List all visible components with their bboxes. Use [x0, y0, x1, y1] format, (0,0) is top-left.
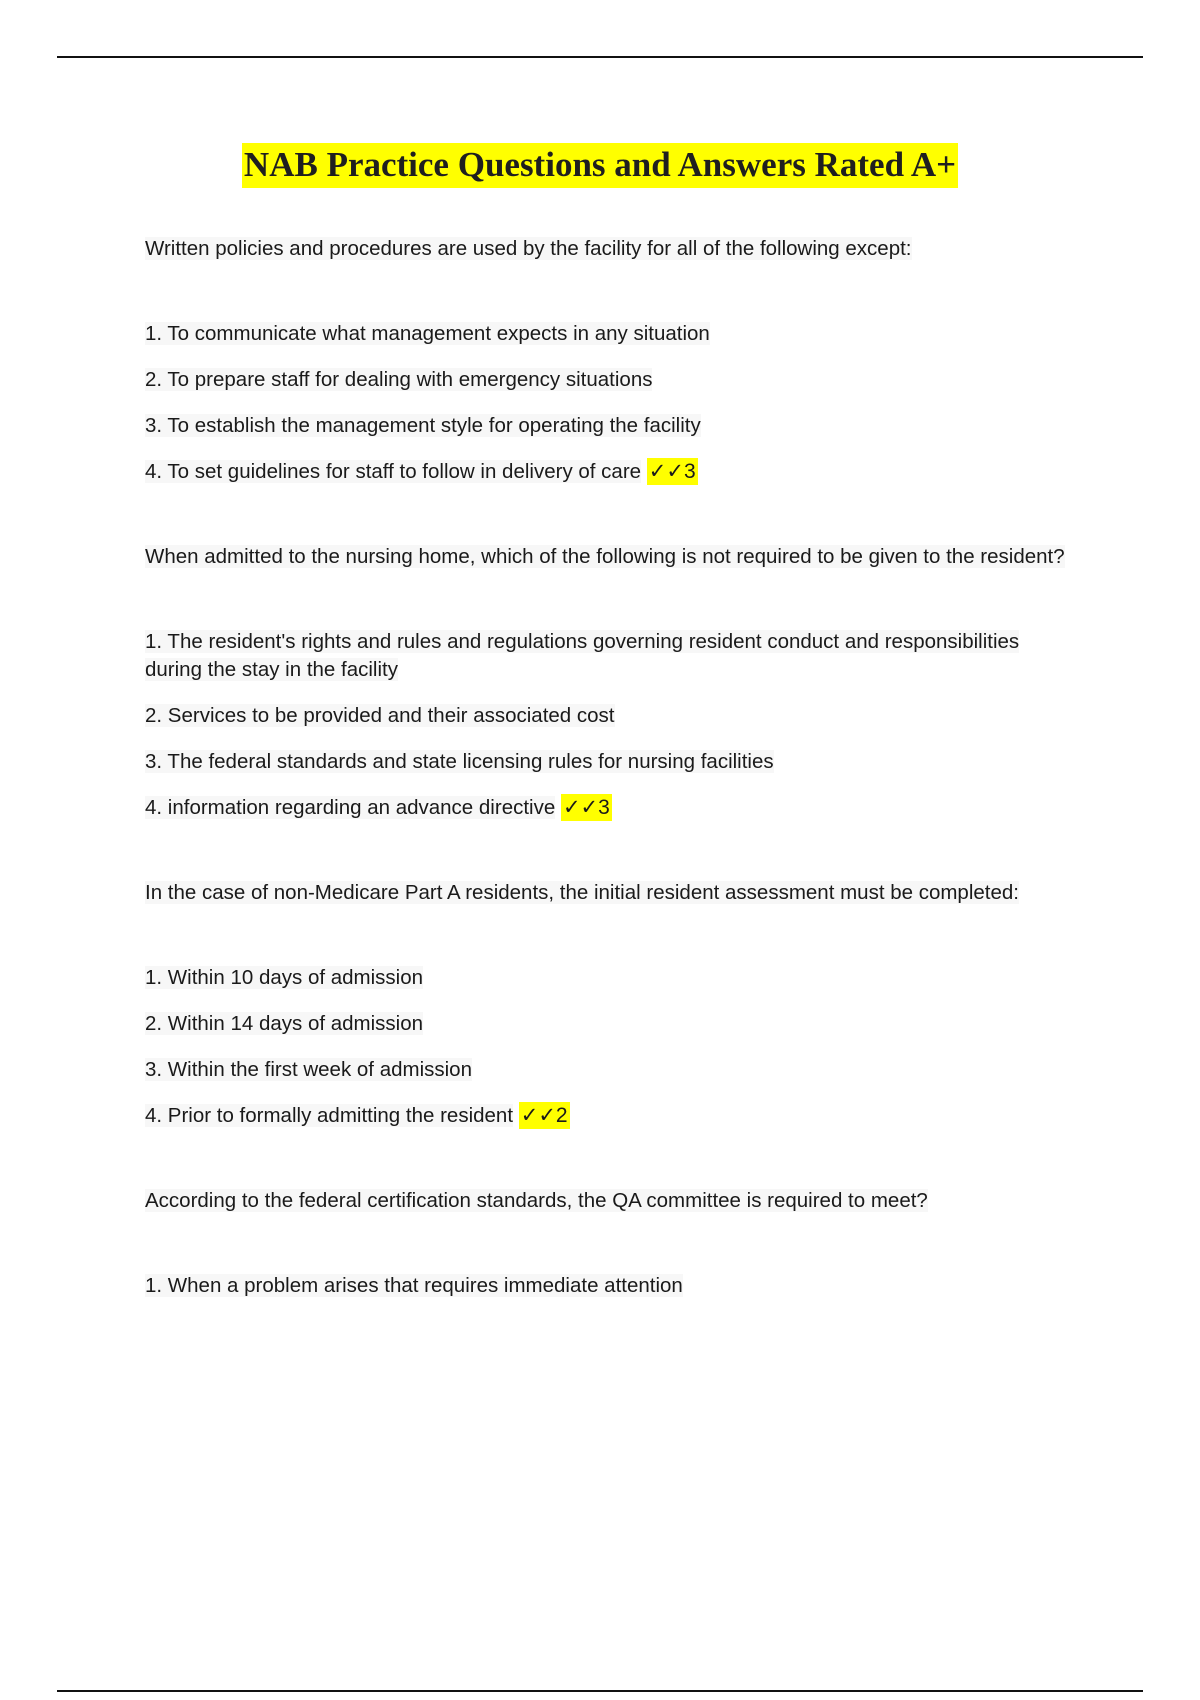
option-text: 2. Within 14 days of admission	[145, 1012, 424, 1035]
option-item	[145, 964, 1075, 992]
question-text-wrap	[145, 878, 1075, 908]
option-text: 1. The resident's rights and rules and regulations governing resident conduct and responsibilities during the stay in the facility	[145, 630, 1020, 681]
question-text: When admitted to the nursing home, which of the following is not required to be given to the resident?	[145, 545, 1065, 568]
answer-highlight: ✓✓3	[562, 796, 610, 819]
title-container	[0, 145, 1200, 185]
document-body	[145, 234, 1075, 1318]
question-text: According to the federal certification standards, the QA committee is required to meet?	[145, 1189, 928, 1212]
option-item	[145, 1272, 1075, 1300]
option-text: 4. information regarding an advance directive	[145, 796, 556, 819]
option-text: 2. To prepare staff for dealing with emergency situations	[145, 368, 653, 391]
bottom-rule	[57, 1690, 1143, 1692]
option-item	[145, 794, 1075, 822]
question-block-1	[145, 234, 1075, 486]
option-item	[145, 748, 1075, 776]
option-text: 3. Within the first week of admission	[145, 1058, 472, 1081]
option-text: 3. The federal standards and state licensing rules for nursing facilities	[145, 750, 774, 773]
option-text: 4. Prior to formally admitting the resident	[145, 1104, 514, 1127]
question-text: In the case of non-Medicare Part A residents, the initial resident assessment must be completed:	[145, 881, 1019, 904]
question-block-4	[145, 1186, 1075, 1300]
question-text-wrap	[145, 1186, 1075, 1216]
option-item	[145, 458, 1075, 486]
option-item	[145, 1056, 1075, 1084]
question-text: Written policies and procedures are used by the facility for all of the following except:	[145, 237, 912, 260]
option-item	[145, 702, 1075, 730]
document-title: NAB Practice Questions and Answers Rated A+	[242, 143, 958, 188]
option-item	[145, 1102, 1075, 1130]
option-item	[145, 628, 1075, 684]
option-text: 3. To establish the management style for operating the facility	[145, 414, 701, 437]
top-rule	[57, 56, 1143, 58]
answer-highlight: ✓✓2	[520, 1104, 568, 1127]
question-block-2	[145, 542, 1075, 822]
option-item	[145, 366, 1075, 394]
option-item	[145, 1010, 1075, 1038]
option-item	[145, 412, 1075, 440]
question-block-3	[145, 878, 1075, 1130]
option-text: 1. To communicate what management expects in any situation	[145, 322, 710, 345]
option-text: 1. When a problem arises that requires immediate attention	[145, 1274, 683, 1297]
question-text-wrap	[145, 542, 1075, 572]
option-text: 1. Within 10 days of admission	[145, 966, 424, 989]
question-text-wrap	[145, 234, 1075, 264]
answer-highlight: ✓✓3	[648, 460, 696, 483]
option-text: 2. Services to be provided and their associated cost	[145, 704, 615, 727]
option-item	[145, 320, 1075, 348]
option-text: 4. To set guidelines for staff to follow in delivery of care	[145, 460, 642, 483]
